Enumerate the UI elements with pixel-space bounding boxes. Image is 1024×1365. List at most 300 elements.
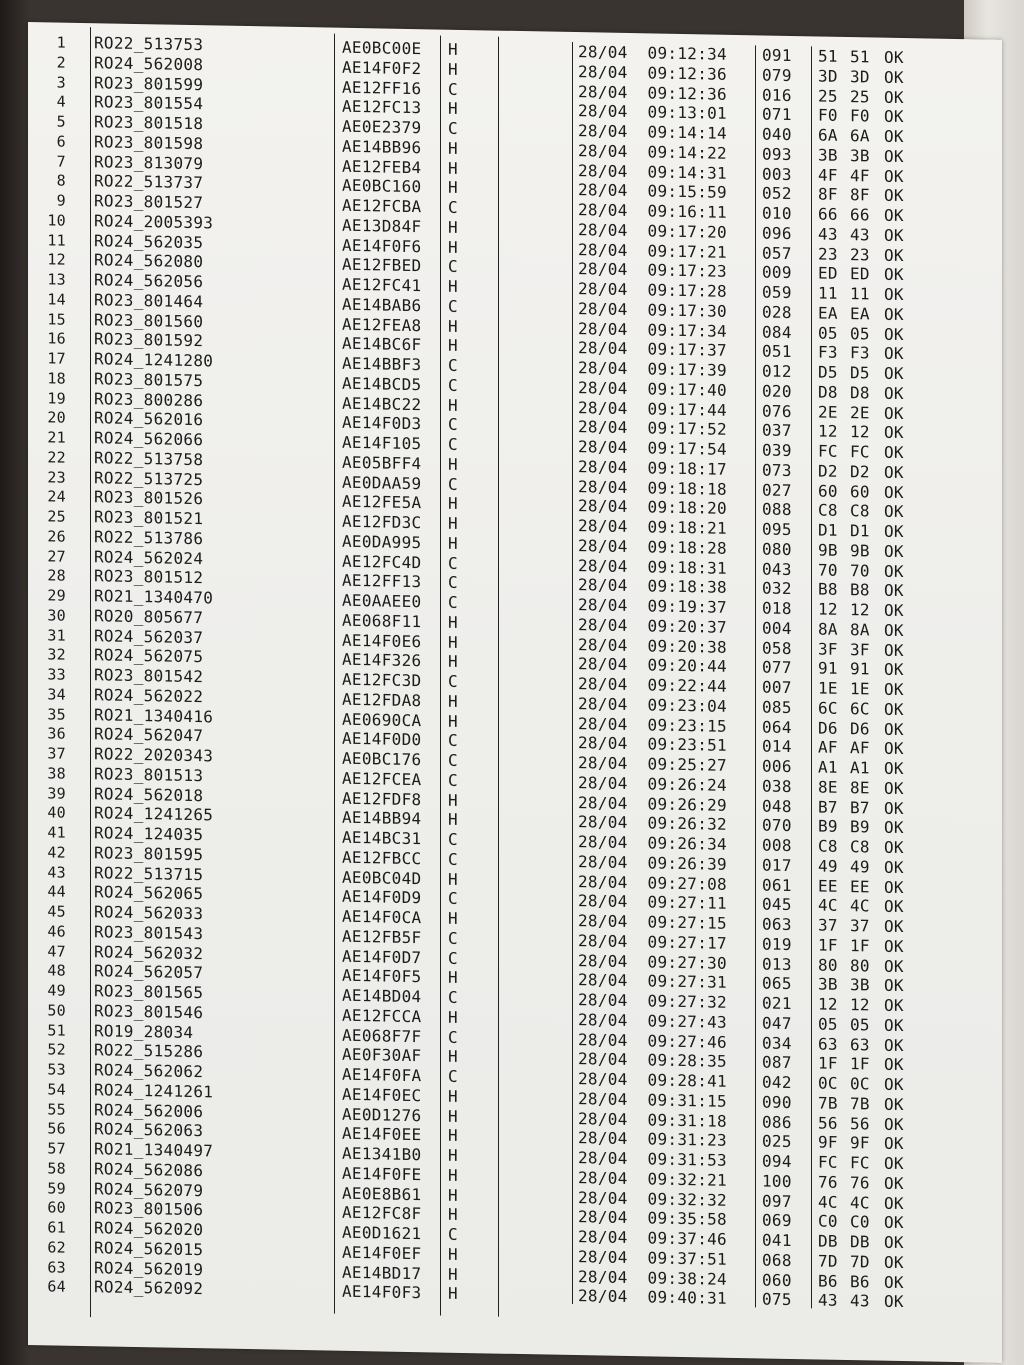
timestamp: 28/04 09:18:31 bbox=[578, 555, 727, 578]
record-id: RO24_562086 bbox=[94, 1158, 204, 1180]
byte-value-2: 49 bbox=[850, 856, 870, 877]
type-flag: H bbox=[448, 790, 458, 810]
status: OK bbox=[884, 87, 904, 107]
record-id: RO24_562019 bbox=[94, 1257, 204, 1279]
record-id: RO23_801518 bbox=[94, 112, 204, 134]
sequence-code: 027 bbox=[762, 479, 792, 500]
sequence-code: 032 bbox=[762, 578, 792, 599]
row-number: 32 bbox=[47, 645, 66, 664]
timestamp: 28/04 09:14:22 bbox=[578, 140, 727, 163]
sequence-code: 084 bbox=[762, 321, 792, 342]
type-flag: H bbox=[448, 395, 458, 415]
row-number: 15 bbox=[47, 309, 66, 329]
timestamp: 28/04 09:18:17 bbox=[578, 456, 727, 479]
hex-code: AE0D1621 bbox=[342, 1222, 422, 1244]
status: OK bbox=[884, 442, 904, 463]
record-id: RO19_28034 bbox=[94, 1020, 194, 1042]
type-flag: H bbox=[448, 39, 458, 59]
byte-value-1: D5 bbox=[818, 362, 838, 382]
sequence-code: 014 bbox=[762, 736, 792, 757]
type-flag: H bbox=[448, 1204, 458, 1225]
timestamp: 28/04 09:12:36 bbox=[578, 61, 727, 84]
hex-code: AE0E8B61 bbox=[342, 1183, 422, 1204]
status: OK bbox=[884, 1015, 904, 1035]
hex-code: AE14BD04 bbox=[342, 985, 422, 1007]
status: OK bbox=[884, 1193, 904, 1213]
type-flag: C bbox=[448, 572, 458, 593]
row-number: 30 bbox=[47, 606, 66, 625]
byte-value-2: 37 bbox=[850, 916, 870, 936]
row-number: 31 bbox=[47, 625, 66, 645]
byte-value-1: 8A bbox=[818, 619, 838, 639]
status: OK bbox=[884, 778, 904, 798]
type-flag: H bbox=[448, 59, 458, 79]
timestamp: 28/04 09:17:44 bbox=[578, 397, 727, 420]
status: OK bbox=[884, 185, 904, 206]
row-number: 64 bbox=[47, 1277, 66, 1296]
sequence-code: 070 bbox=[762, 815, 792, 836]
status: OK bbox=[884, 620, 904, 640]
sequence-code: 088 bbox=[762, 499, 792, 520]
hex-code: AE14BBF3 bbox=[342, 353, 422, 375]
row-number: 55 bbox=[47, 1099, 66, 1119]
byte-value-1: 49 bbox=[818, 856, 838, 876]
byte-value-1: D1 bbox=[818, 520, 838, 540]
hex-code: AE14F0D3 bbox=[342, 413, 422, 434]
status: OK bbox=[884, 541, 904, 561]
byte-value-2: 76 bbox=[850, 1172, 870, 1193]
record-id: RO23_801527 bbox=[94, 191, 204, 213]
byte-value-1: 8F bbox=[818, 184, 838, 205]
byte-value-1: FC bbox=[818, 1152, 838, 1172]
record-id: RO24_562092 bbox=[94, 1277, 204, 1299]
timestamp: 28/04 09:26:32 bbox=[578, 812, 727, 835]
hex-code: AE0BC176 bbox=[342, 748, 422, 770]
status: OK bbox=[884, 995, 904, 1016]
byte-value-2: F3 bbox=[850, 343, 870, 363]
hex-code: AE12FB5F bbox=[342, 926, 422, 947]
byte-value-1: 43 bbox=[818, 1290, 838, 1311]
hex-code: AE14F0FE bbox=[342, 1163, 422, 1184]
record-id: RO22_513737 bbox=[94, 171, 204, 193]
type-flag: C bbox=[448, 948, 458, 968]
status: OK bbox=[884, 363, 904, 384]
hex-code: AE0D1276 bbox=[342, 1104, 422, 1125]
byte-value-2: DB bbox=[850, 1232, 870, 1252]
sequence-code: 017 bbox=[762, 855, 792, 875]
hex-code: AE14BC31 bbox=[342, 827, 422, 849]
record-id: RO24_562079 bbox=[94, 1178, 204, 1200]
status: OK bbox=[884, 975, 904, 996]
byte-value-2: C8 bbox=[850, 837, 870, 857]
row-number: 42 bbox=[47, 843, 66, 862]
hex-code: AE12FDA8 bbox=[342, 689, 422, 710]
byte-value-1: 9F bbox=[818, 1132, 838, 1153]
row-number: 58 bbox=[47, 1159, 66, 1178]
hex-code: AE14BB96 bbox=[342, 136, 422, 157]
status: OK bbox=[884, 580, 904, 601]
byte-value-1: 60 bbox=[818, 480, 838, 501]
record-id: RO23_801506 bbox=[94, 1198, 204, 1220]
byte-value-1: 7D bbox=[818, 1251, 838, 1271]
status: OK bbox=[884, 1054, 904, 1075]
hex-code: AE14F0EE bbox=[342, 1124, 422, 1145]
status: OK bbox=[884, 1153, 904, 1174]
type-flag: C bbox=[448, 1224, 458, 1244]
sequence-code: 051 bbox=[762, 341, 792, 362]
byte-value-2: 11 bbox=[850, 284, 870, 304]
byte-value-1: 76 bbox=[818, 1172, 838, 1192]
type-flag: C bbox=[448, 118, 458, 138]
byte-value-1: 12 bbox=[818, 421, 838, 442]
status: OK bbox=[884, 659, 904, 680]
timestamp: 28/04 09:14:14 bbox=[578, 121, 727, 143]
byte-value-1: A1 bbox=[818, 757, 838, 777]
timestamp: 28/04 09:27:43 bbox=[578, 1009, 727, 1032]
status: OK bbox=[884, 146, 904, 166]
byte-value-2: 7D bbox=[850, 1251, 870, 1272]
byte-value-1: 3B bbox=[818, 974, 838, 995]
row-number: 41 bbox=[47, 823, 66, 842]
record-id: RO24_562015 bbox=[94, 1237, 204, 1259]
timestamp: 28/04 09:31:15 bbox=[578, 1088, 727, 1111]
timestamp: 28/04 09:27:17 bbox=[578, 930, 727, 953]
sequence-code: 060 bbox=[762, 1269, 792, 1290]
row-number: 3 bbox=[56, 73, 66, 92]
record-id: RO22_513753 bbox=[94, 33, 204, 55]
record-id: RO22_513725 bbox=[94, 467, 204, 489]
record-id: RO20_805677 bbox=[94, 605, 204, 627]
status: OK bbox=[884, 719, 904, 739]
byte-value-1: 23 bbox=[818, 243, 838, 264]
timestamp: 28/04 09:18:38 bbox=[578, 575, 727, 598]
type-flag: C bbox=[448, 730, 458, 751]
record-id: RO23_801526 bbox=[94, 487, 204, 509]
hex-code: AE0DAA59 bbox=[342, 472, 422, 493]
byte-value-2: 63 bbox=[850, 1034, 870, 1054]
status: OK bbox=[884, 640, 904, 660]
status: OK bbox=[884, 205, 904, 226]
timestamp: 28/04 09:18:18 bbox=[578, 476, 727, 499]
byte-value-1: 8E bbox=[818, 777, 838, 797]
hex-code: AE14F0D0 bbox=[342, 729, 422, 750]
timestamp: 28/04 09:27:32 bbox=[578, 990, 727, 1012]
row-number: 62 bbox=[47, 1238, 66, 1257]
row-number: 39 bbox=[47, 783, 66, 803]
record-id: RO23_813079 bbox=[94, 151, 204, 173]
printed-log-sheet bbox=[28, 22, 1002, 1363]
record-id: RO24_562018 bbox=[94, 783, 204, 805]
byte-value-1: 70 bbox=[818, 559, 838, 580]
sequence-code: 038 bbox=[762, 776, 792, 796]
byte-value-2: 56 bbox=[850, 1113, 870, 1133]
row-number: 1 bbox=[56, 33, 66, 52]
byte-value-2: 60 bbox=[850, 481, 870, 501]
hex-code: AE0690CA bbox=[342, 709, 422, 730]
row-number: 51 bbox=[47, 1020, 66, 1040]
type-flag: H bbox=[448, 98, 458, 119]
sequence-code: 080 bbox=[762, 539, 792, 559]
timestamp: 28/04 09:18:21 bbox=[578, 516, 727, 538]
byte-value-2: B8 bbox=[850, 580, 870, 600]
row-number: 54 bbox=[47, 1080, 66, 1099]
record-id: RO22_2020343 bbox=[94, 744, 214, 766]
row-number: 4 bbox=[56, 92, 66, 111]
hex-code: AE13D84F bbox=[342, 215, 422, 236]
row-number: 35 bbox=[47, 704, 66, 724]
record-id: RO24_1241261 bbox=[94, 1079, 214, 1102]
record-id: RO23_801542 bbox=[94, 665, 204, 687]
sequence-code: 041 bbox=[762, 1230, 792, 1250]
record-id: RO24_562033 bbox=[94, 902, 204, 924]
sequence-code: 013 bbox=[762, 953, 792, 974]
byte-value-1: C0 bbox=[818, 1211, 838, 1232]
byte-value-2: 1F bbox=[850, 935, 870, 956]
timestamp: 28/04 09:22:44 bbox=[578, 674, 727, 696]
byte-value-2: AF bbox=[850, 738, 870, 758]
hex-code: AE14BB94 bbox=[342, 808, 422, 829]
record-id: RO24_562063 bbox=[94, 1119, 204, 1141]
type-flag: H bbox=[448, 967, 458, 988]
hex-code: AE0BC04D bbox=[342, 867, 422, 888]
hex-code: AE12FC8F bbox=[342, 1203, 422, 1224]
byte-value-1: 11 bbox=[818, 283, 838, 303]
row-number: 40 bbox=[47, 803, 66, 822]
byte-value-2: 1E bbox=[850, 679, 870, 699]
byte-value-2: ED bbox=[850, 264, 870, 284]
type-flag: C bbox=[448, 79, 458, 99]
type-flag: H bbox=[448, 454, 458, 474]
sequence-code: 077 bbox=[762, 657, 792, 678]
sequence-code: 076 bbox=[762, 400, 792, 421]
byte-value-2: FC bbox=[850, 442, 870, 462]
record-id: RO23_801592 bbox=[94, 329, 204, 351]
type-flag: H bbox=[448, 1086, 458, 1106]
type-flag: H bbox=[448, 158, 458, 178]
timestamp: 28/04 09:27:31 bbox=[578, 970, 727, 993]
byte-value-2: 6A bbox=[850, 126, 870, 146]
timestamp: 28/04 09:12:36 bbox=[578, 81, 727, 104]
type-flag: H bbox=[448, 869, 458, 889]
sequence-code: 064 bbox=[762, 716, 792, 737]
type-flag: H bbox=[448, 1185, 458, 1205]
byte-value-2: 8F bbox=[850, 185, 870, 205]
status: OK bbox=[884, 837, 904, 858]
type-flag: H bbox=[448, 217, 458, 237]
byte-value-1: 43 bbox=[818, 224, 838, 244]
status: OK bbox=[884, 67, 904, 87]
row-number: 6 bbox=[56, 132, 66, 151]
hex-code: AE12FCCA bbox=[342, 1005, 422, 1026]
row-number: 46 bbox=[47, 922, 66, 941]
sequence-code: 087 bbox=[762, 1052, 792, 1073]
timestamp: 28/04 09:26:34 bbox=[578, 832, 727, 854]
byte-value-1: 4F bbox=[818, 164, 838, 185]
timestamp: 28/04 09:31:23 bbox=[578, 1128, 727, 1151]
status: OK bbox=[884, 1212, 904, 1233]
sequence-code: 020 bbox=[762, 381, 792, 401]
byte-value-2: 25 bbox=[850, 86, 870, 106]
status: OK bbox=[884, 1114, 904, 1134]
hex-code: AE0BC00E bbox=[342, 37, 422, 59]
status: OK bbox=[884, 916, 904, 937]
record-id: RO23_801546 bbox=[94, 1000, 204, 1022]
record-id: RO23_801575 bbox=[94, 368, 204, 390]
hex-code: AE14F0CA bbox=[342, 906, 422, 928]
record-id: RO24_562065 bbox=[94, 882, 204, 904]
record-id: RO24_562062 bbox=[94, 1060, 204, 1082]
byte-value-2: 8E bbox=[850, 777, 870, 798]
timestamp: 28/04 09:17:34 bbox=[578, 318, 727, 341]
status: OK bbox=[884, 245, 904, 265]
record-id: RO21_1340416 bbox=[94, 704, 214, 726]
timestamp: 28/04 09:18:20 bbox=[578, 496, 727, 519]
type-flag: C bbox=[448, 474, 458, 494]
byte-value-1: D8 bbox=[818, 382, 838, 402]
record-id: RO23_801560 bbox=[94, 309, 204, 331]
status: OK bbox=[884, 600, 904, 621]
record-id: RO23_801565 bbox=[94, 981, 204, 1003]
type-flag: H bbox=[448, 1007, 458, 1027]
status: OK bbox=[884, 877, 904, 897]
sequence-code: 008 bbox=[762, 835, 792, 855]
sequence-code: 004 bbox=[762, 618, 792, 638]
byte-value-1: 66 bbox=[818, 204, 838, 224]
byte-value-2: 4F bbox=[850, 165, 870, 185]
row-number: 26 bbox=[47, 527, 66, 546]
type-flag: H bbox=[448, 276, 458, 296]
record-id: RO24_1241265 bbox=[94, 803, 214, 825]
type-flag: H bbox=[448, 651, 458, 672]
status: OK bbox=[884, 699, 904, 719]
type-flag: H bbox=[448, 1244, 458, 1264]
timestamp: 28/04 09:17:21 bbox=[578, 239, 727, 262]
record-id: RO24_562057 bbox=[94, 961, 204, 983]
timestamp: 28/04 09:17:28 bbox=[578, 279, 727, 301]
row-number: 25 bbox=[47, 507, 66, 526]
row-number: 47 bbox=[47, 941, 66, 961]
type-flag: C bbox=[448, 197, 458, 217]
type-flag: H bbox=[448, 809, 458, 830]
hex-code: AE14F0F6 bbox=[342, 235, 422, 256]
type-flag: C bbox=[448, 987, 458, 1007]
sequence-code: 042 bbox=[762, 1072, 792, 1092]
type-flag: H bbox=[448, 1264, 458, 1284]
record-id: RO23_801512 bbox=[94, 566, 204, 588]
hex-code: AE12FF16 bbox=[342, 77, 422, 98]
sequence-code: 009 bbox=[762, 262, 792, 283]
status: OK bbox=[884, 1272, 904, 1292]
record-id: RO24_562066 bbox=[94, 428, 204, 450]
row-number: 9 bbox=[56, 191, 66, 210]
type-flag: H bbox=[448, 138, 458, 158]
row-number: 24 bbox=[47, 487, 66, 506]
sequence-code: 018 bbox=[762, 598, 792, 618]
row-number: 60 bbox=[47, 1198, 66, 1217]
byte-value-1: 12 bbox=[818, 994, 838, 1014]
timestamp: 28/04 09:25:27 bbox=[578, 753, 727, 775]
type-flag: C bbox=[448, 434, 458, 454]
type-flag: H bbox=[448, 1165, 458, 1185]
row-number: 50 bbox=[47, 1001, 66, 1020]
timestamp: 28/04 09:32:21 bbox=[578, 1167, 727, 1190]
status: OK bbox=[884, 1074, 904, 1095]
byte-value-2: D6 bbox=[850, 718, 870, 738]
type-flag: H bbox=[448, 1046, 458, 1067]
row-number: 5 bbox=[56, 112, 66, 131]
row-number: 44 bbox=[47, 882, 66, 901]
timestamp: 28/04 09:20:38 bbox=[578, 634, 727, 657]
byte-value-2: 9B bbox=[850, 540, 870, 561]
type-flag: H bbox=[448, 533, 458, 553]
sequence-code: 043 bbox=[762, 558, 792, 579]
sequence-code: 058 bbox=[762, 637, 792, 658]
record-id: RO24_562032 bbox=[94, 941, 204, 963]
sequence-code: 019 bbox=[762, 934, 792, 954]
type-flag: H bbox=[448, 316, 458, 336]
row-number: 17 bbox=[47, 349, 66, 368]
sequence-code: 086 bbox=[762, 1111, 792, 1132]
sequence-code: 063 bbox=[762, 914, 792, 934]
row-number: 59 bbox=[47, 1178, 66, 1198]
byte-value-1: 91 bbox=[818, 658, 838, 679]
type-flag: C bbox=[448, 256, 458, 277]
row-number: 23 bbox=[47, 467, 66, 487]
timestamp: 28/04 09:26:24 bbox=[578, 772, 727, 795]
record-id: RO24_562047 bbox=[94, 724, 204, 746]
byte-value-1: 25 bbox=[818, 85, 838, 106]
sequence-code: 085 bbox=[762, 697, 792, 717]
byte-value-1: 3F bbox=[818, 638, 838, 659]
byte-value-2: 43 bbox=[850, 1291, 870, 1311]
hex-code: AE12FEB4 bbox=[342, 156, 422, 177]
byte-value-1: F3 bbox=[818, 342, 838, 363]
sequence-code: 061 bbox=[762, 874, 792, 895]
timestamp: 28/04 09:18:28 bbox=[578, 535, 727, 558]
hex-code: AE12FC4D bbox=[342, 551, 422, 572]
byte-value-2: C8 bbox=[850, 501, 870, 521]
byte-value-2: 2E bbox=[850, 402, 870, 422]
record-id: RO24_562022 bbox=[94, 684, 204, 706]
row-number: 61 bbox=[47, 1218, 66, 1237]
byte-value-2: A1 bbox=[850, 758, 870, 778]
byte-value-2: B7 bbox=[850, 797, 870, 817]
status: OK bbox=[884, 521, 904, 542]
byte-value-1: 1F bbox=[818, 935, 838, 955]
byte-value-2: D1 bbox=[850, 521, 870, 541]
hex-code: AE14F0D9 bbox=[342, 887, 422, 908]
timestamp: 28/04 09:28:35 bbox=[578, 1049, 727, 1072]
byte-value-1: EE bbox=[818, 875, 838, 896]
row-number: 19 bbox=[47, 388, 66, 408]
sequence-code: 075 bbox=[762, 1289, 792, 1310]
row-number: 20 bbox=[47, 408, 66, 427]
hex-code: AE14F0EC bbox=[342, 1084, 422, 1105]
sequence-code: 048 bbox=[762, 795, 792, 816]
type-flag: C bbox=[448, 375, 458, 395]
type-flag: C bbox=[448, 671, 458, 691]
type-flag: H bbox=[448, 493, 458, 514]
record-id: RO24_124035 bbox=[94, 823, 204, 845]
byte-value-1: 6C bbox=[818, 698, 838, 718]
byte-value-1: 12 bbox=[818, 599, 838, 619]
timestamp: 28/04 09:20:37 bbox=[578, 614, 727, 637]
byte-value-1: 4C bbox=[818, 1191, 838, 1212]
byte-value-2: C0 bbox=[850, 1212, 870, 1232]
hex-code: AE12FEA8 bbox=[342, 314, 422, 335]
log-table bbox=[28, 22, 1002, 1312]
row-number: 33 bbox=[47, 665, 66, 684]
